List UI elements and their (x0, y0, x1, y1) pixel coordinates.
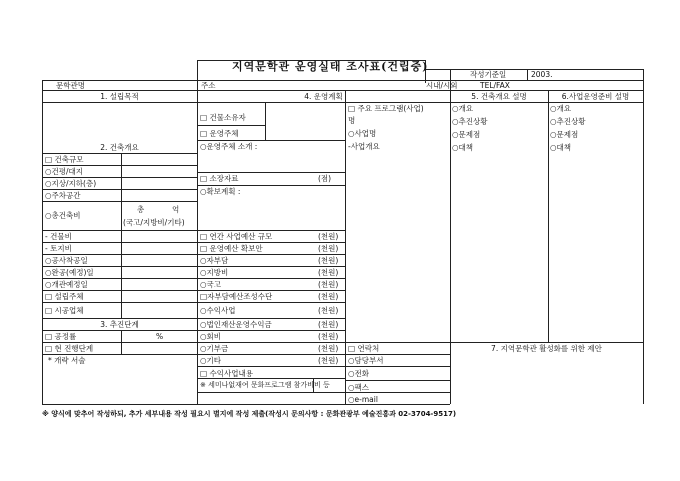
percent-sign: % (156, 332, 164, 341)
budget-row-unit: (천원) (318, 256, 339, 265)
section-progress-stage: 3. 추진단계 (100, 320, 139, 329)
fax: ○팩스 (348, 383, 370, 392)
budget-row-label: □자부담예산조성수단 (200, 292, 273, 301)
budget-row-label: ○기부금 (200, 344, 229, 353)
budget-row-label: ○법인재산운영수익금 (200, 320, 272, 329)
total-unit-a: 총 (137, 205, 145, 214)
collection: □ 소장자료 (200, 174, 239, 183)
operator: □ 운영주체 (200, 129, 239, 138)
program-header: □ 주요 프로그램(사업) (348, 104, 424, 113)
open-date: ○개관예정일 (45, 280, 88, 289)
email: ○e-mail (348, 395, 378, 404)
col5-item: ○추진상황 (452, 117, 488, 126)
budget-row-unit: (천원) (318, 292, 339, 301)
complete-date: ○완공(예정)일 (45, 268, 94, 277)
program-header-suffix: 명 (348, 116, 356, 125)
land-area: ○건평/대지 (45, 167, 84, 176)
budget-row-unit: (천원) (318, 320, 339, 329)
budget-row-unit: (천원) (318, 232, 339, 241)
section-purpose: 1. 설립목적 (100, 92, 139, 101)
section-operation-plan: 4. 운영계획 (304, 92, 343, 101)
contractor: □ 시공업체 (45, 306, 84, 315)
floors: ○지상/지하(층) (45, 179, 97, 188)
budget-row-label: ○국고 (200, 280, 222, 289)
section-business-prep: 6.사업운영준비 설명 (561, 92, 630, 101)
budget-row-unit: (천원) (318, 306, 339, 315)
budget-row-unit: (천원) (318, 268, 339, 277)
footer-note: ※ 양식에 맞추어 작성하되, 추가 세부내용 작성 필요시 별지에 작성 제출(작성시 문의사항 : 문화관광부 예술진흥과 02-3704-9517) (42, 410, 457, 418)
date-label: 작성기준일 (470, 70, 507, 79)
col5-item: ○대책 (452, 143, 474, 152)
budget-row-label: ○자부담 (200, 256, 229, 265)
operator-intro: ○운영주체 소개 : (200, 142, 258, 151)
phone: ○전화 (348, 369, 370, 378)
notes-label: * 개략 서술 (48, 356, 86, 365)
business-overview: -사업개요 (348, 142, 380, 151)
build-scale: □ 건축규모 (45, 155, 84, 164)
section-proposals: 7. 지역문학관 활성화를 위한 제안 (491, 344, 602, 353)
revenue-items: □ 수익사업내용 (200, 369, 253, 378)
col5-item: ○문제점 (452, 130, 481, 139)
building-cost: - 건물비 (45, 232, 72, 241)
contact: □ 연락처 (348, 344, 380, 353)
literature-hall-name-label: 문학관명 (56, 81, 85, 90)
col6-item: ○추진상황 (550, 117, 586, 126)
business-name: ○사업명 (348, 129, 377, 138)
budget-row-unit: (천원) (318, 332, 339, 341)
col6-item: ○문제점 (550, 130, 579, 139)
total-cost: ○총건축비 (45, 211, 81, 220)
budget-row-label: □ 연간 사업예산 규모 (200, 232, 273, 241)
current-stage: □ 현 진행단계 (45, 344, 94, 353)
budget-row-unit: (천원) (318, 244, 339, 253)
budget-row-unit: (천원) (318, 280, 339, 289)
founder: □ 설립주체 (45, 292, 84, 301)
budget-row-unit: (천원) (318, 344, 339, 353)
city-label: 시내/시외 (426, 81, 458, 90)
budget-row-label: ○기타 (200, 356, 222, 365)
land-cost: - 토지비 (45, 244, 72, 253)
col6-item: ○개요 (550, 104, 572, 113)
total-breakdown: (국고/지방비/기타) (123, 218, 185, 227)
col5-item: ○개요 (452, 104, 474, 113)
budget-row-label: ○회비 (200, 332, 222, 341)
budget-row-unit: (천원) (318, 356, 339, 365)
parking: ○주차공간 (45, 191, 81, 200)
collection-unit: (점) (318, 174, 332, 183)
telfax-label: TEL/FAX (480, 81, 510, 90)
col6-item: ○대책 (550, 143, 572, 152)
start-date: ○공사착공일 (45, 256, 88, 265)
progress-rate: □ 공정률 (45, 332, 77, 341)
date-value: 2003. (531, 70, 553, 79)
contact-dept: ○담당부서 (348, 356, 384, 365)
section-building-desc: 5. 건축개요 설명 (471, 92, 527, 101)
budget-row-label: ○지방비 (200, 268, 229, 277)
budget-row-label: ○수익사업 (200, 306, 236, 315)
building-owner: □ 건물소유자 (200, 113, 246, 122)
address-label: 주소 (201, 81, 216, 90)
budget-row-label: □ 운영예산 확보안 (200, 244, 263, 253)
form-title: 지역문학관 운영실태 조사표(건립중) (232, 60, 429, 73)
section-building-overview: 2. 건축개요 (100, 143, 139, 152)
acquisition-plan: ○확보계획 : (200, 187, 241, 196)
total-unit-b: 억 (172, 205, 180, 214)
seminar-note: ※ 세미나없재여 문화프로그램 참가비비 등 (200, 381, 330, 389)
